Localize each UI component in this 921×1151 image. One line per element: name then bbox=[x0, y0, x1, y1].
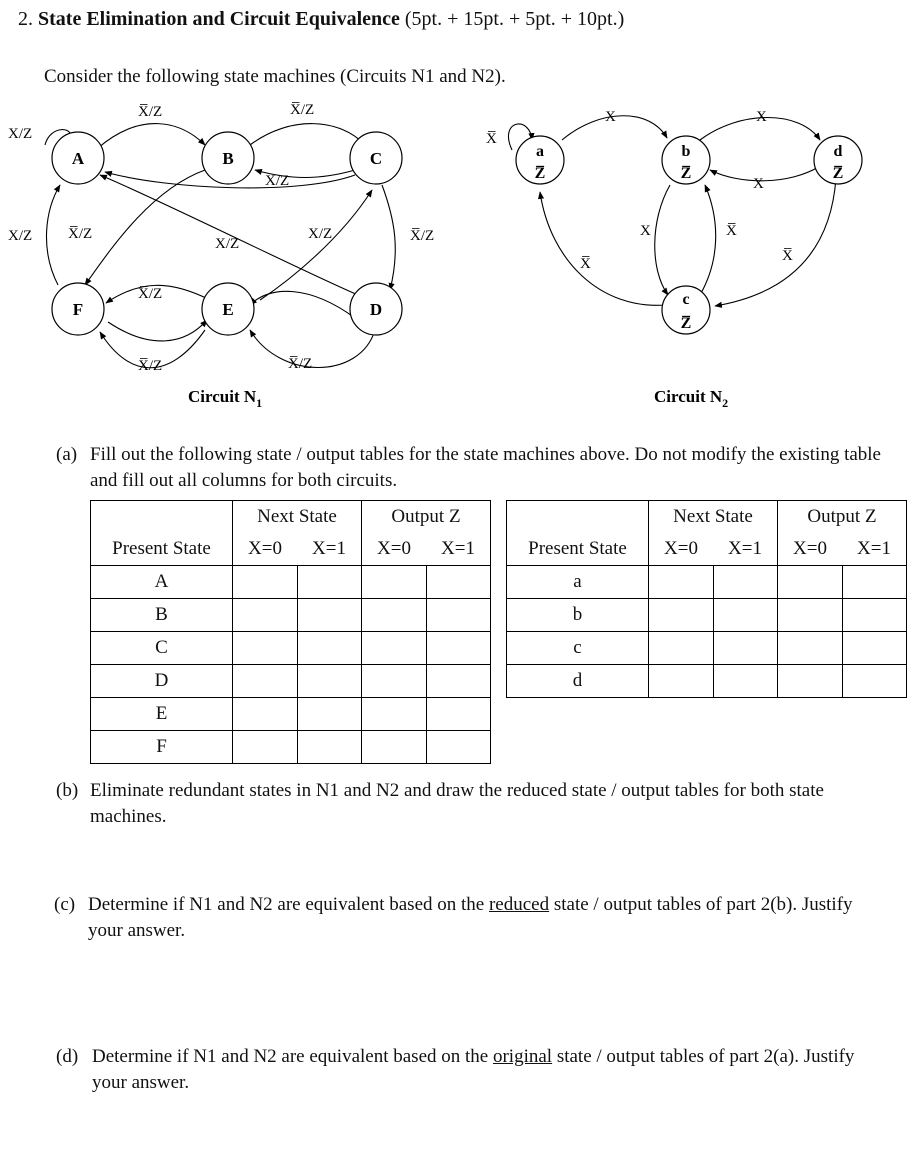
part-a-text: Fill out the following state / output tables for the state machines above. Do not modify the existing table and fill out all columns for both circuits. bbox=[90, 444, 881, 491]
circuit2-caption: Circuit $N_2$ bbox=[654, 387, 729, 410]
edge-label: X̅/Z bbox=[138, 358, 163, 374]
state-output: Z̅ bbox=[680, 315, 692, 332]
present-state-cell: D bbox=[91, 665, 233, 698]
empty-answer-cell[interactable] bbox=[426, 632, 491, 665]
empty-answer-cell[interactable] bbox=[362, 698, 427, 731]
edge-label: X bbox=[753, 176, 764, 192]
empty-answer-cell[interactable] bbox=[426, 731, 491, 764]
state-output: Z̅ bbox=[680, 165, 692, 182]
empty-answer-cell[interactable] bbox=[362, 566, 427, 599]
problem-title bbox=[18, 8, 624, 31]
empty-answer-cell[interactable] bbox=[649, 632, 714, 665]
empty-answer-cell[interactable] bbox=[233, 698, 298, 731]
empty-answer-cell[interactable] bbox=[297, 665, 362, 698]
empty-answer-cell[interactable] bbox=[362, 665, 427, 698]
output-header: Output Z bbox=[778, 501, 907, 534]
empty-answer-cell[interactable] bbox=[233, 566, 298, 599]
problem-number: 2. bbox=[18, 8, 33, 30]
x1-header: X=1 bbox=[312, 538, 346, 559]
part-b-label: (b) bbox=[56, 780, 79, 801]
empty-answer-cell[interactable] bbox=[842, 632, 907, 665]
empty-answer-cell[interactable] bbox=[778, 665, 843, 698]
table-row bbox=[507, 599, 907, 632]
table-row bbox=[91, 632, 491, 665]
present-state-cell: B bbox=[91, 599, 233, 632]
table-row bbox=[91, 698, 491, 731]
edge-label: X/Z bbox=[265, 173, 290, 189]
empty-answer-cell[interactable] bbox=[778, 566, 843, 599]
part-c-text-post: state / output tables of part 2(b). Justify your answer. bbox=[88, 894, 853, 941]
x0-header: X=0 bbox=[233, 533, 298, 566]
empty-answer-cell[interactable] bbox=[713, 665, 778, 698]
edge-label: X̅/Z bbox=[290, 102, 315, 118]
edge-label: X bbox=[640, 223, 651, 239]
output-header: Output Z bbox=[362, 501, 491, 534]
part-d-label: (d) bbox=[56, 1046, 79, 1067]
table-row bbox=[91, 731, 491, 764]
state-diagrams bbox=[0, 90, 921, 420]
part-c-label: (c) bbox=[54, 894, 76, 915]
part-d bbox=[56, 1044, 892, 1096]
empty-answer-cell[interactable] bbox=[362, 599, 427, 632]
circuit1-caption: Circuit $N_1$ bbox=[188, 387, 263, 410]
part-c-emph: reduced bbox=[488, 894, 550, 915]
edge-label: X bbox=[605, 109, 616, 125]
problem-title-text: State Elimination and Circuit Equivalence bbox=[38, 8, 400, 30]
part-c bbox=[54, 892, 892, 944]
state-output: Z̅ bbox=[534, 165, 546, 182]
part-b-text: Eliminate redundant states in N1 and N2 and draw the reduced state / output tables for both state machines. bbox=[90, 780, 824, 827]
present-state-header: Present State bbox=[91, 533, 233, 566]
empty-answer-cell[interactable] bbox=[297, 566, 362, 599]
edge-label: X/Z bbox=[8, 126, 33, 142]
problem-points: (5pt. + 15pt. + 5pt. + 10pt.) bbox=[404, 8, 625, 30]
table-row bbox=[91, 599, 491, 632]
present-state-cell: a bbox=[507, 566, 649, 599]
empty-answer-cell[interactable] bbox=[297, 698, 362, 731]
present-state-cell: b bbox=[507, 599, 649, 632]
x0-header: X=0 bbox=[778, 533, 843, 566]
empty-answer-cell[interactable] bbox=[842, 566, 907, 599]
x0-header: X=0 bbox=[362, 533, 427, 566]
state-label: E bbox=[222, 300, 234, 319]
table-row bbox=[507, 665, 907, 698]
empty-answer-cell[interactable] bbox=[842, 665, 907, 698]
state-table-n1 bbox=[90, 500, 491, 764]
table-row bbox=[507, 632, 907, 665]
state-name: b bbox=[681, 143, 691, 160]
part-d-emph: original bbox=[492, 1046, 553, 1067]
empty-answer-cell[interactable] bbox=[233, 731, 298, 764]
table-row bbox=[91, 566, 491, 599]
edge-label: X̅ bbox=[782, 248, 793, 264]
part-a-label: (a) bbox=[56, 444, 78, 465]
edge-label: X̅ bbox=[580, 256, 591, 272]
present-state-cell: E bbox=[91, 698, 233, 731]
empty-answer-cell[interactable] bbox=[233, 665, 298, 698]
x1-header: X=1 bbox=[842, 533, 907, 566]
part-c-text-pre: Determine if N1 and N2 are equivalent based on the bbox=[88, 894, 485, 915]
part-d-text-pre: Determine if N1 and N2 are equivalent based on the bbox=[92, 1046, 489, 1067]
part-a bbox=[56, 442, 892, 494]
empty-answer-cell[interactable] bbox=[649, 665, 714, 698]
state-name: c bbox=[682, 291, 690, 308]
empty-answer-cell[interactable] bbox=[233, 632, 298, 665]
present-state-cell: C bbox=[91, 632, 233, 665]
table-row bbox=[507, 566, 907, 599]
present-state-cell: F bbox=[91, 731, 233, 764]
intro-text: Consider the following state machines (Circuits N1 and N2). bbox=[44, 66, 506, 87]
state-label: C bbox=[369, 149, 383, 168]
table-row bbox=[91, 665, 491, 698]
next-state-header: Next State bbox=[233, 501, 362, 534]
edge-label: X bbox=[756, 109, 767, 125]
x1-header: X=1 bbox=[426, 533, 491, 566]
empty-answer-cell[interactable] bbox=[297, 599, 362, 632]
empty-answer-cell[interactable] bbox=[778, 599, 843, 632]
empty-answer-cell[interactable] bbox=[362, 731, 427, 764]
edge-label: X/Z bbox=[215, 236, 240, 252]
empty-answer-cell[interactable] bbox=[426, 566, 491, 599]
state-label: A bbox=[71, 149, 85, 168]
next-state-header: Next State bbox=[649, 501, 778, 534]
part-d-text-post: state / output tables of part 2(a). Justify your answer. bbox=[92, 1046, 855, 1093]
x0-header: X=0 bbox=[649, 533, 714, 566]
empty-answer-cell[interactable] bbox=[842, 599, 907, 632]
empty-answer-cell[interactable] bbox=[362, 632, 427, 665]
empty-answer-cell[interactable] bbox=[297, 731, 362, 764]
edge-label: X/Z bbox=[8, 228, 33, 244]
state-table-n2 bbox=[506, 500, 907, 698]
empty-answer-cell[interactable] bbox=[426, 599, 491, 632]
edge-label: X/Z bbox=[308, 226, 333, 242]
edge-label: X̅ bbox=[486, 131, 497, 147]
empty-answer-cell[interactable] bbox=[713, 566, 778, 599]
state-label: F bbox=[72, 300, 84, 319]
present-state-cell: A bbox=[91, 566, 233, 599]
empty-answer-cell[interactable] bbox=[778, 632, 843, 665]
edge-label: X̅ bbox=[726, 223, 737, 239]
empty-answer-cell[interactable] bbox=[297, 632, 362, 665]
empty-answer-cell[interactable] bbox=[426, 698, 491, 731]
edge-label: X̅/Z bbox=[288, 356, 313, 372]
edge-label: X̅/Z bbox=[138, 286, 163, 302]
empty-answer-cell[interactable] bbox=[713, 599, 778, 632]
x1-header: X=1 bbox=[728, 538, 762, 559]
state-output: Z̅ bbox=[832, 165, 844, 182]
empty-answer-cell[interactable] bbox=[649, 566, 714, 599]
edge-label: X̅/Z bbox=[410, 228, 435, 244]
edge-label: X̅/Z bbox=[68, 226, 93, 242]
empty-answer-cell[interactable] bbox=[426, 665, 491, 698]
present-state-header: Present State bbox=[507, 533, 649, 566]
state-label: D bbox=[369, 300, 383, 319]
state-label: B bbox=[222, 149, 234, 168]
state-name: a bbox=[536, 143, 544, 160]
empty-answer-cell[interactable] bbox=[649, 599, 714, 632]
present-state-cell: d bbox=[507, 665, 649, 698]
empty-answer-cell[interactable] bbox=[713, 632, 778, 665]
empty-answer-cell[interactable] bbox=[233, 599, 298, 632]
state-name: d bbox=[833, 143, 843, 160]
part-b bbox=[56, 778, 892, 830]
present-state-cell: c bbox=[507, 632, 649, 665]
edge-label: X̅/Z bbox=[138, 104, 163, 120]
